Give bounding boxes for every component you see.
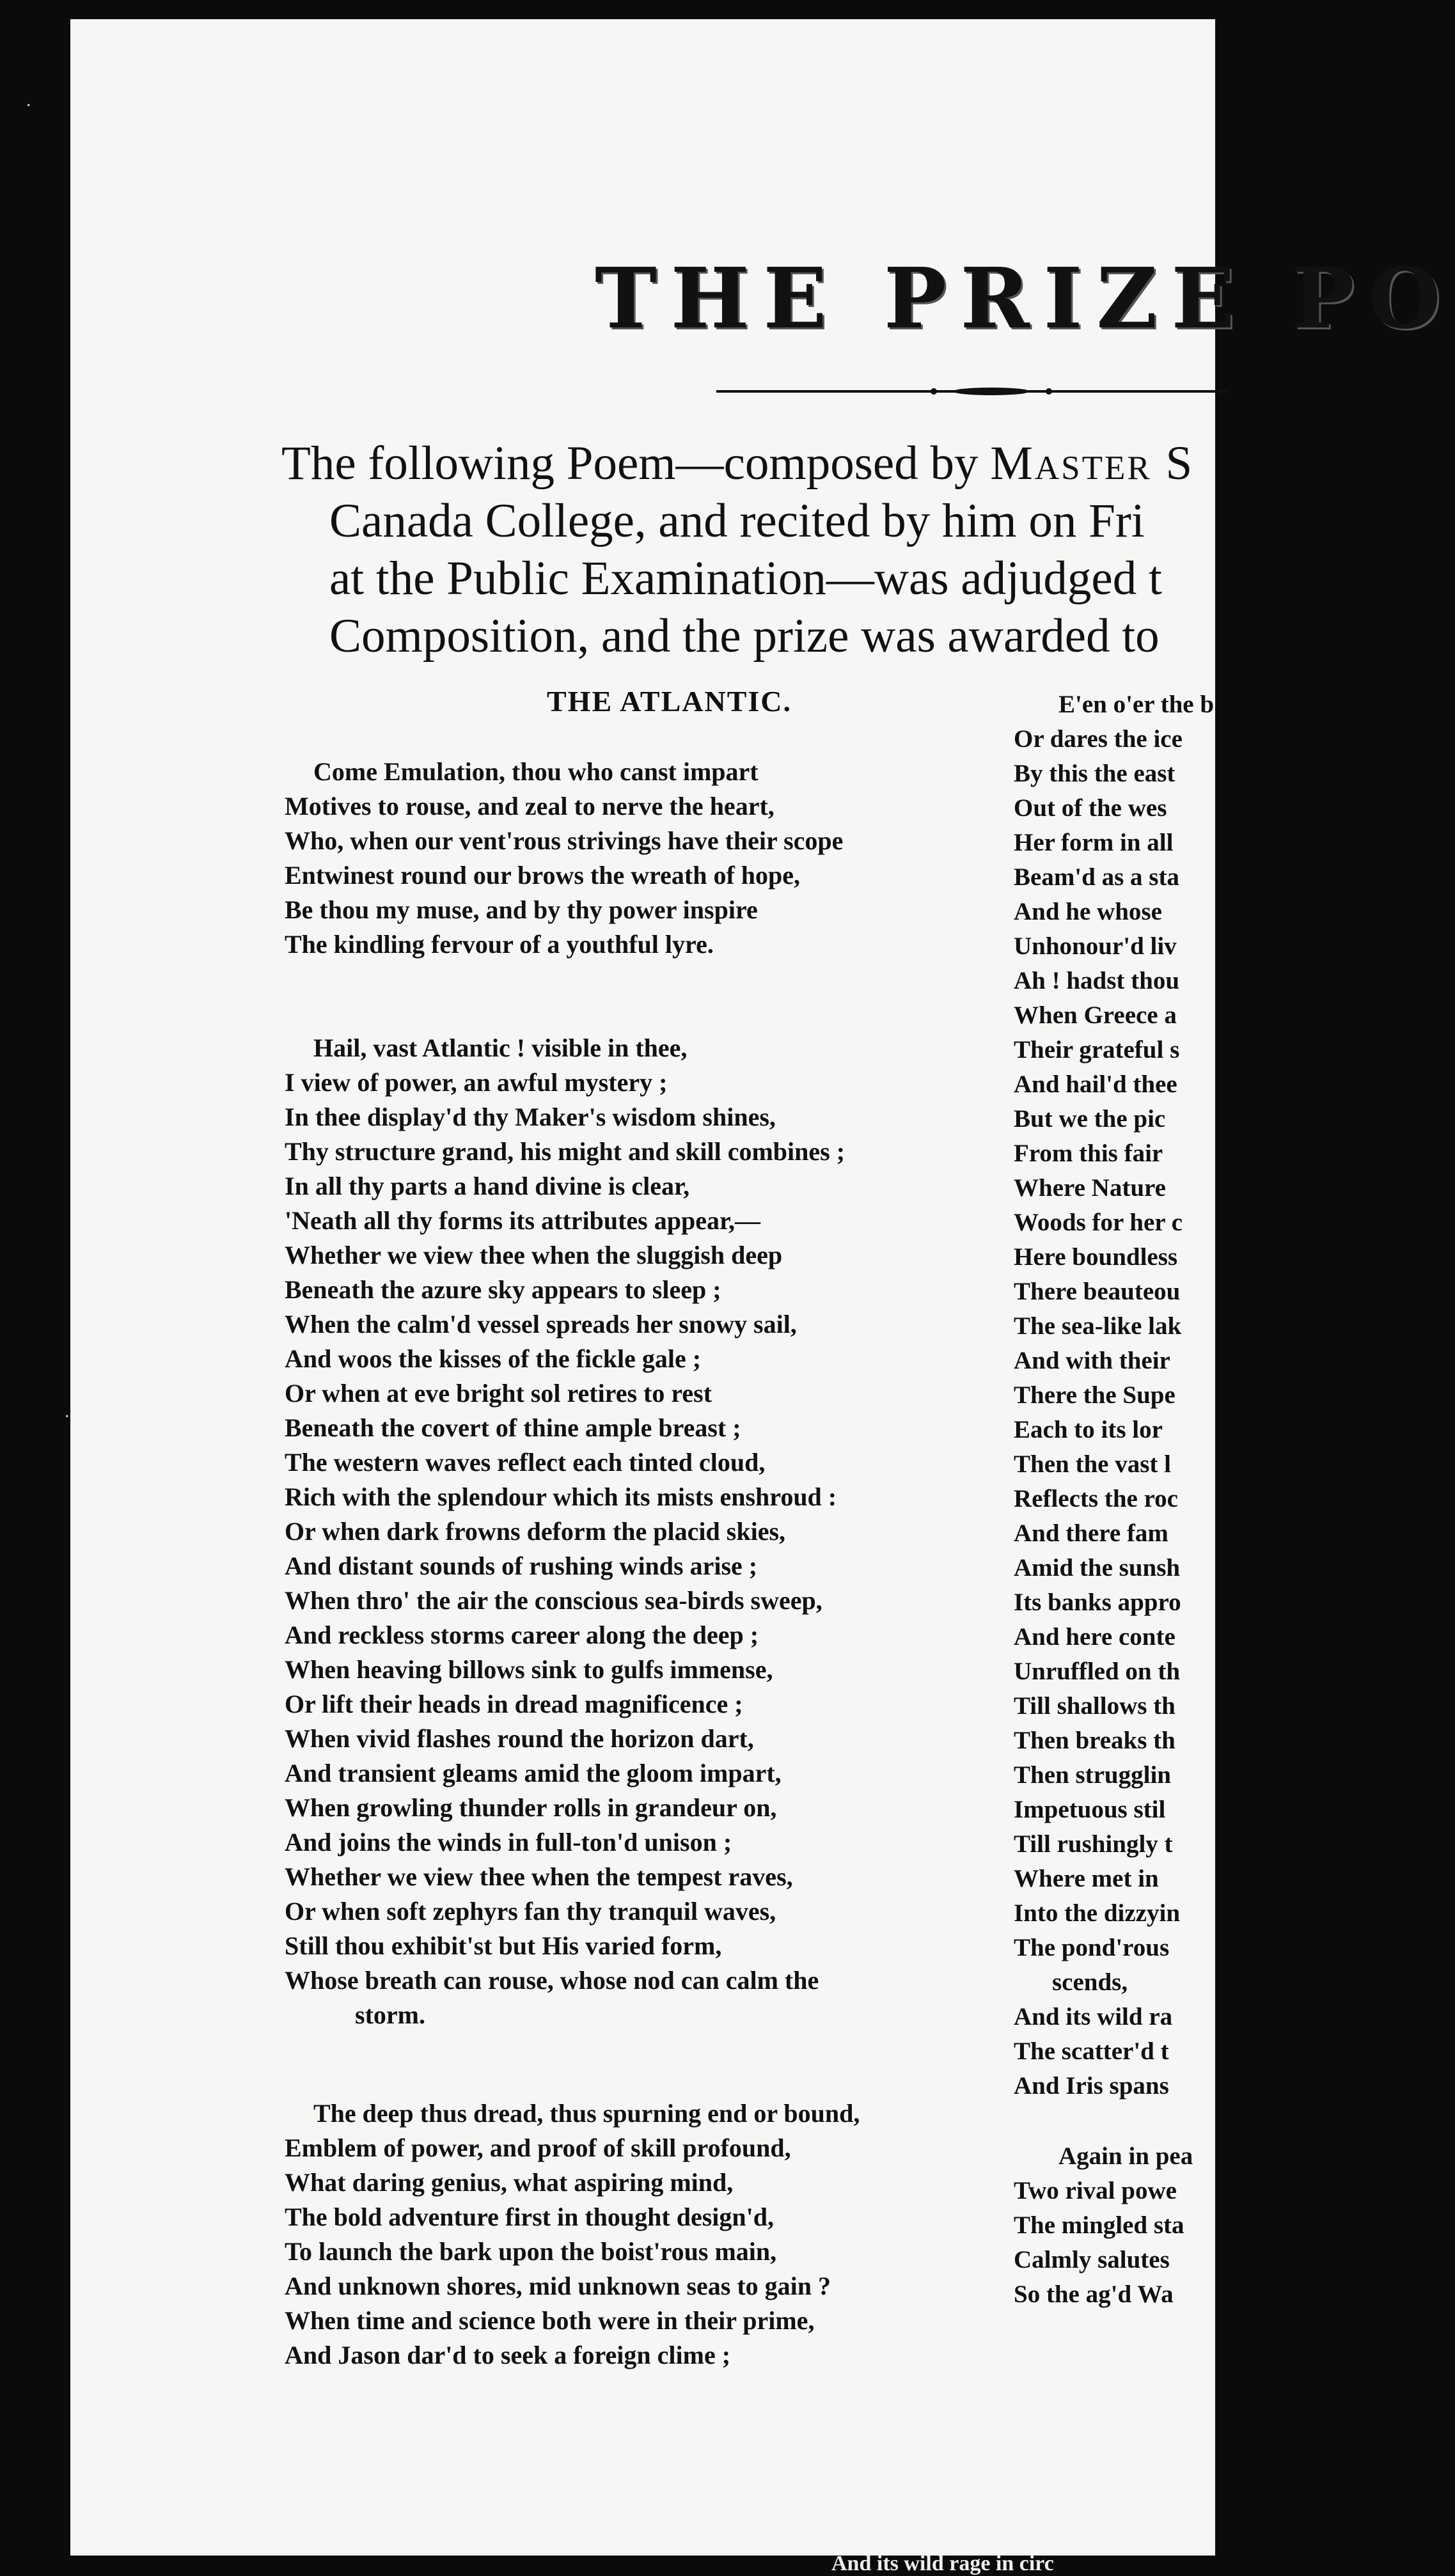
verse-line: And distant sounds of rushing winds arise ; [285, 1551, 758, 1580]
verse-line: Entwinest round our brows the wreath of hope, [285, 861, 801, 890]
verse-line: When the calm'd vessel spreads her snowy sail, [285, 1310, 797, 1339]
verse-line: Ah ! hadst thou [1014, 967, 1180, 994]
verse-line: And joins the winds in full-ton'd unison ; [285, 1828, 732, 1857]
verse-line: Motives to rouse, and zeal to nerve the heart, [285, 792, 775, 821]
verse-line: Where met in [1014, 1865, 1159, 1892]
verse-line: Or when soft zephyrs fan thy tranquil waves, [285, 1897, 776, 1926]
verse-line: The mingled sta [1014, 2211, 1184, 2239]
verse-line: The kindling fervour of a youthful lyre. [285, 930, 714, 959]
cut-off-line: And its wild rage in circ [831, 2552, 1054, 2575]
verse-line: Or lift their heads in dread magnificence ; [285, 1690, 743, 1718]
verse-line: Unruffled on th [1014, 1658, 1181, 1685]
verse-line: The scatter'd t [1014, 2038, 1169, 2065]
verse-line: Emblem of power, and proof of skill profound, [285, 2133, 791, 2162]
verse-line: Calmly salutes [1014, 2246, 1170, 2274]
verse-line: Still thou exhibit'st but His varied form, [285, 1931, 722, 1960]
verse-line: In all thy parts a hand divine is clear, [285, 1172, 690, 1200]
stanza-gap [1014, 2103, 1282, 2139]
intro-line: Composition, and the prize was awarded to [329, 609, 1160, 663]
intro-line: at the Public Examination—was adjudged t [329, 552, 1162, 605]
verse-line: Out of the wes [1014, 794, 1167, 822]
verse-line: What daring genius, what aspiring mind, [285, 2168, 734, 2197]
verse-line: Beam'd as a sta [1014, 863, 1179, 891]
verse-line: Thy structure grand, his might and skill combines ; [285, 1137, 845, 1166]
verse-line: When heaving billows sink to gulfs immense, [285, 1655, 773, 1684]
verse-line: To launch the bark upon the boist'rous main, [285, 2237, 777, 2266]
page-title: THE PRIZE PO [595, 249, 1455, 347]
verse-line: The pond'rous [1014, 1934, 1170, 1961]
verse-line: Beneath the azure sky appears to sleep ; [285, 1275, 721, 1304]
verse-line: Be thou my muse, and by thy power inspire [285, 895, 758, 924]
verse-line: Who, when our vent'rous strivings have their scope [285, 826, 844, 855]
stanza-gap [285, 962, 1039, 1031]
verse-line: Then strugglin [1014, 1761, 1171, 1789]
verse-line: Again in pea [1058, 2142, 1193, 2170]
verse-line: And with their [1014, 1347, 1170, 1374]
verse-line: Amid the sunsh [1014, 1554, 1181, 1582]
poem-column-right [1014, 687, 1282, 2312]
verse-line: scends, [1052, 1968, 1128, 1996]
verse-line: There beauteou [1014, 1278, 1181, 1305]
verse-line: When Greece a [1014, 1001, 1177, 1029]
verse-line: And Jason dar'd to seek a foreign clime ; [285, 2341, 731, 2369]
verse-line: Two rival powe [1014, 2177, 1177, 2204]
verse-line: But we the pic [1014, 1105, 1166, 1133]
verse-line: And unknown shores, mid unknown seas to gain ? [285, 2272, 831, 2300]
verse-line: Till shallows th [1014, 1692, 1176, 1720]
document-page [70, 19, 1455, 2556]
verse-line: Whether we view thee when the tempest raves, [285, 1862, 793, 1891]
verse-line: Woods for her c [1014, 1209, 1183, 1236]
verse-line: When time and science both were in their prime, [285, 2306, 815, 2335]
verse-line: Her form in all [1014, 829, 1174, 856]
verse-line: E'en o'er the b [1058, 691, 1215, 718]
scan-speck: · [26, 96, 32, 116]
verse-line: Or when dark frowns deform the placid skies, [285, 1517, 786, 1546]
poem-title: THE ATLANTIC. [547, 685, 792, 718]
verse-line: The deep thus dread, thus spurning end or bound, [313, 2099, 860, 2128]
verse-line: And there fam [1014, 1520, 1168, 1547]
verse-line: Into the dizzyin [1014, 1899, 1181, 1927]
verse-line: Then the vast l [1014, 1450, 1171, 1478]
verse-line: Whether we view thee when the sluggish deep [285, 1241, 783, 1269]
verse-line: The bold adventure first in thought design'd, [285, 2203, 774, 2231]
verse-line: I view of power, an awful mystery ; [285, 1068, 668, 1097]
verse-line: Or when at eve bright sol retires to rest [285, 1379, 712, 1408]
verse-line: Its banks appro [1014, 1589, 1181, 1616]
verse-line: Reflects the roc [1014, 1485, 1178, 1512]
verse-line: And its wild ra [1014, 2003, 1173, 2030]
verse-line: And here conte [1014, 1623, 1176, 1651]
verse-line: The sea-like lak [1014, 1312, 1182, 1340]
verse-line: Here boundless [1014, 1243, 1178, 1271]
verse-line: From this fair [1014, 1140, 1163, 1167]
scan-speck: · [64, 1407, 70, 1427]
verse-line: Each to its lor [1014, 1416, 1163, 1443]
verse-line: Whose breath can rouse, whose nod can calm the [285, 1966, 819, 1995]
verse-line: The western waves reflect each tinted cloud, [285, 1448, 766, 1477]
verse-line: By this the east [1014, 760, 1176, 787]
intro-line: The following Poem—composed by Master S [281, 437, 1195, 490]
verse-line: 'Neath all thy forms its attributes appear,— [285, 1206, 761, 1235]
ornamental-rule [716, 387, 1228, 396]
verse-line: Unhonour'd liv [1014, 932, 1177, 960]
verse-line: Till rushingly t [1014, 1830, 1173, 1858]
verse-line: And reckless storms career along the deep ; [285, 1621, 759, 1649]
verse-line: Rich with the splendour which its mists enshroud : [285, 1482, 837, 1511]
verse-line: Come Emulation, thou who canst impart [313, 757, 759, 786]
verse-line: Hail, vast Atlantic ! visible in thee, [313, 1033, 688, 1062]
verse-line: And Iris spans [1014, 2072, 1169, 2100]
verse-line: So the ag'd Wa [1014, 2281, 1174, 2308]
verse-line: And transient gleams amid the gloom impart, [285, 1759, 782, 1787]
verse-line: In thee display'd thy Maker's wisdom shines, [285, 1103, 776, 1131]
verse-line: When vivid flashes round the horizon dart, [285, 1724, 754, 1753]
verse-line: Their grateful s [1014, 1036, 1180, 1064]
verse-line: And hail'd thee [1014, 1071, 1177, 1098]
verse-line: Impetuous stil [1014, 1796, 1166, 1823]
verse-line: Then breaks th [1014, 1727, 1176, 1754]
poem-column-left [285, 755, 1039, 2373]
author-name: Master S [990, 437, 1195, 490]
verse-line: Where Nature [1014, 1174, 1166, 1202]
verse-line: And he whose [1014, 898, 1162, 925]
verse-line: Beneath the covert of thine ample breast ; [285, 1413, 741, 1442]
verse-line: Or dares the ice [1014, 725, 1183, 753]
stanza-gap [285, 2032, 1039, 2096]
verse-line: When growling thunder rolls in grandeur on, [285, 1793, 777, 1822]
intro-line: Canada College, and recited by him on Fri [329, 494, 1145, 547]
verse-line: There the Supe [1014, 1381, 1176, 1409]
verse-line: When thro' the air the conscious sea-birds sweep, [285, 1586, 822, 1615]
verse-line: And woos the kisses of the fickle gale ; [285, 1344, 702, 1373]
verse-line: storm. [355, 2000, 425, 2029]
